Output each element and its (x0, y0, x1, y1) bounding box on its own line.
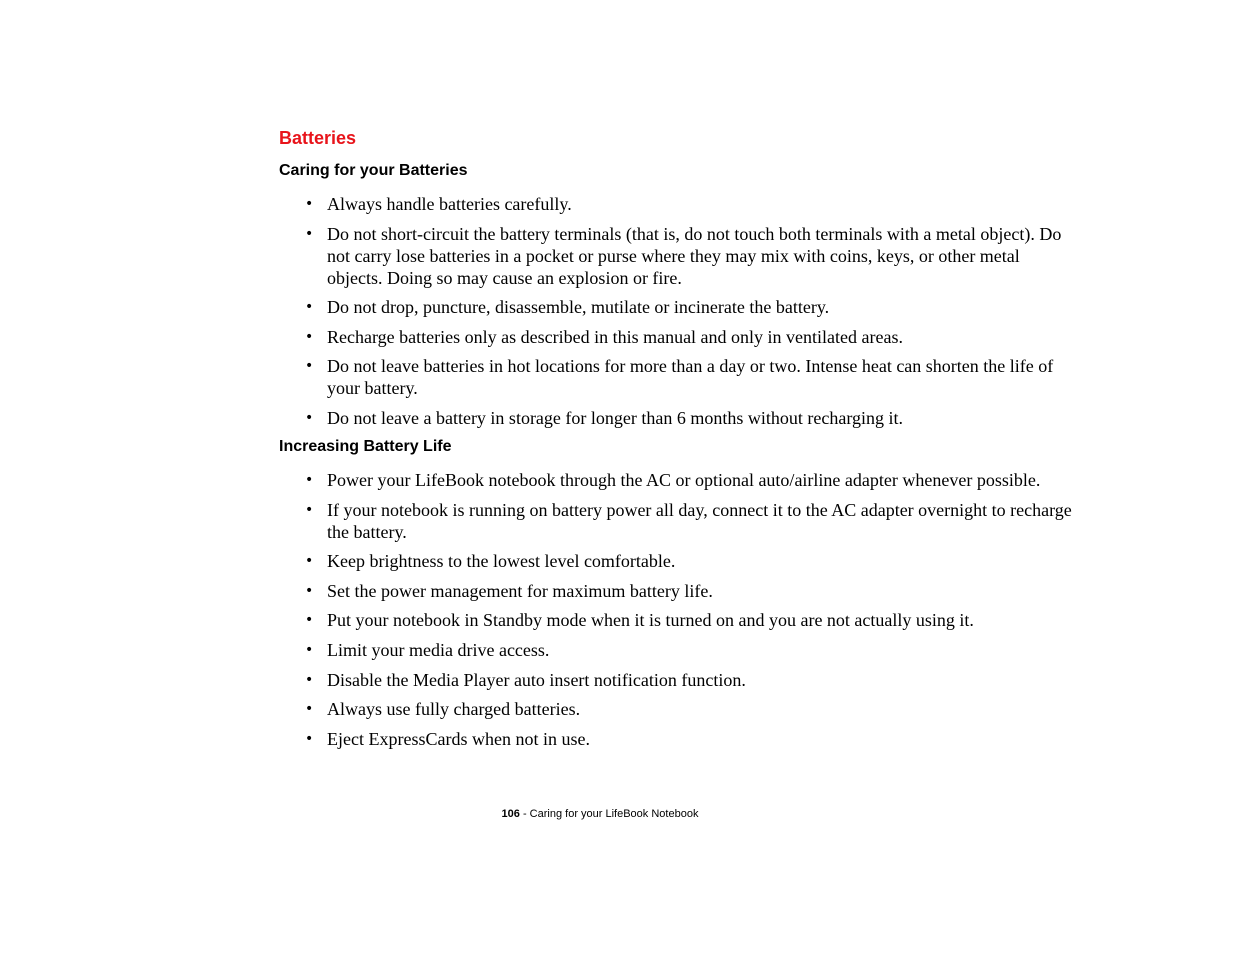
bullet-icon: • (305, 299, 314, 316)
list-item-text: Disable the Media Player auto insert notification function. (327, 669, 746, 690)
bullet-icon: • (305, 641, 314, 658)
caring-heading: Caring for your Batteries (279, 162, 468, 179)
list-item-text: Recharge batteries only as described in this manual and only in ventilated areas. (327, 326, 903, 347)
list-item-text: Put your notebook in Standby mode when it is turned on and you are not actually using it. (327, 610, 974, 631)
list-item (305, 639, 1075, 661)
bullet-icon: • (305, 730, 314, 747)
list-item (305, 296, 1075, 318)
list-item-text: Always handle batteries carefully. (327, 194, 572, 214)
bullet-icon: • (305, 358, 314, 375)
bullet-icon: • (305, 501, 314, 518)
bullet-icon: • (305, 612, 314, 629)
list-item-text: Do not drop, puncture, disassemble, mutilate or incinerate the battery. (327, 297, 830, 318)
increasing-list (305, 469, 1075, 757)
bullet-icon: • (305, 671, 314, 688)
bullet-icon: • (305, 582, 314, 599)
page-footer (0, 807, 1200, 821)
footer-text: - Caring for your LifeBook Notebook (519, 808, 699, 820)
list-item (305, 728, 1075, 750)
increasing-heading: Increasing Battery Life (279, 438, 452, 455)
list-item (305, 223, 1075, 289)
list-item-text: Power your LifeBook notebook through the AC or optional auto/airline adapter whenever possible. (327, 470, 1041, 490)
list-item-text: If your notebook is running on battery power all day, connect it to the AC adapter overnight to recharge the battery. (327, 499, 1072, 542)
list-item-text: Eject ExpressCards when not in use. (327, 728, 590, 749)
bullet-icon: • (305, 553, 314, 570)
list-item-text: Set the power management for maximum battery life. (327, 580, 713, 601)
bullet-icon: • (305, 225, 314, 242)
list-item (305, 669, 1075, 691)
list-item-text: Keep brightness to the lowest level comfortable. (327, 551, 676, 572)
bullet-icon: • (305, 196, 314, 212)
caring-list (305, 193, 1075, 437)
list-item (305, 550, 1075, 572)
list-item (305, 698, 1075, 720)
list-item (305, 469, 1075, 491)
section-title: Batteries (279, 128, 357, 148)
list-item (305, 193, 1075, 215)
page-number: 106 (501, 808, 520, 820)
list-item (305, 499, 1075, 543)
list-item (305, 355, 1075, 399)
bullet-icon: • (305, 472, 314, 488)
list-item (305, 326, 1075, 348)
list-item (305, 580, 1075, 602)
list-item-text: Limit your media drive access. (327, 639, 550, 660)
list-item (305, 407, 1075, 429)
list-item-text: Do not leave batteries in hot locations for more than a day or two. Intense heat can shorten the life of your battery. (327, 356, 1054, 399)
list-item-text: Do not short-circuit the battery terminals (that is, do not touch both terminals with a metal object). Do not carry lose batteries in a pocket or purse where they may mix with coins, keys, or other metal objects. Doing so may cause an explosion or fire. (327, 223, 1062, 288)
list-item (305, 609, 1075, 631)
list-item-text: Do not leave a battery in storage for longer than 6 months without recharging it. (327, 407, 904, 428)
bullet-icon: • (305, 328, 314, 345)
list-item-text: Always use fully charged batteries. (327, 699, 581, 720)
bullet-icon: • (305, 701, 314, 718)
bullet-icon: • (305, 409, 314, 426)
